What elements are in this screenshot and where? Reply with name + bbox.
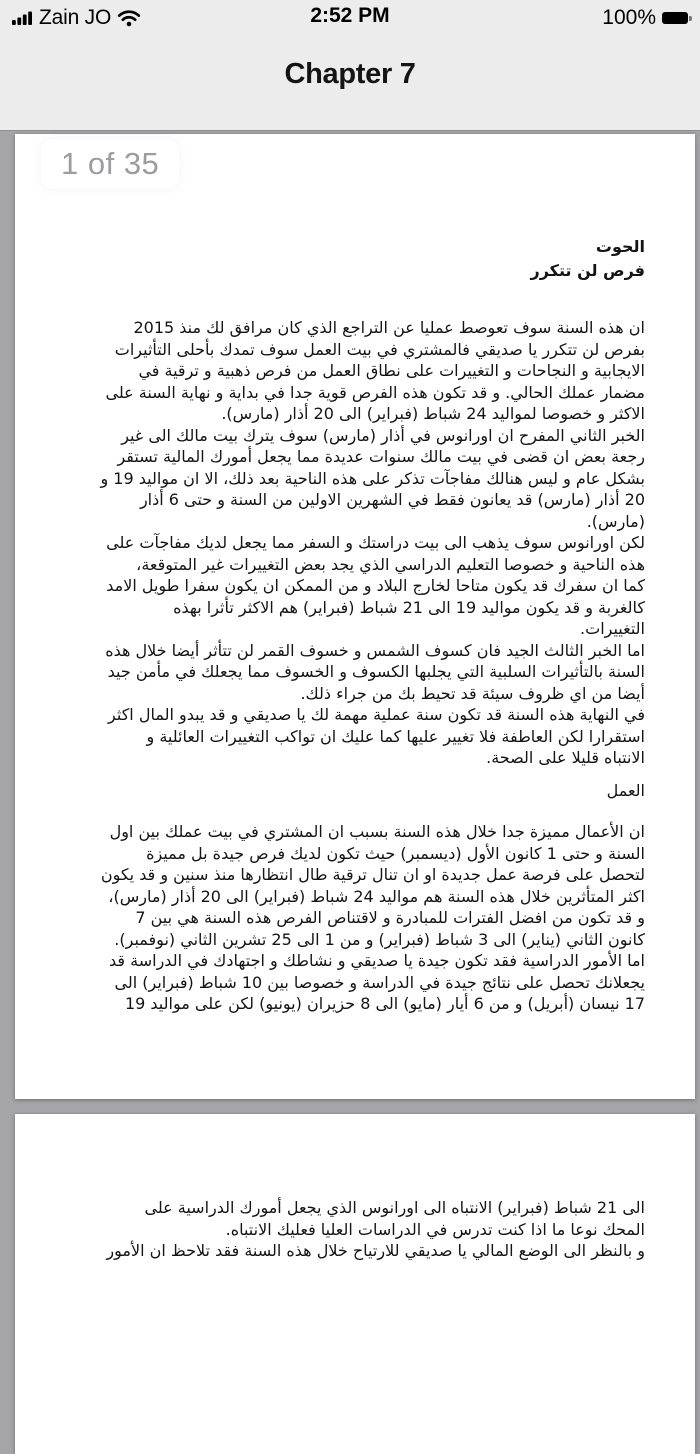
text-line: فرص لن تتكرر bbox=[530, 261, 645, 280]
text-line: أيضا من اي ظروف سيئة قد تحيط بك من جراء ذلك. bbox=[300, 683, 645, 703]
navigation-bar bbox=[0, 36, 700, 130]
page-2-text-column bbox=[59, 1197, 645, 1262]
text-line: و قد تكون من افضل الفترات للمبادرة و لاقتناص الفرص هذه السنة هي بين 7 bbox=[135, 908, 645, 927]
text-line: (مارس). bbox=[586, 511, 645, 531]
text-line: السنة بالتأثيرات السلبية التي يجلبها الكسوف و الخسوف مما يجعلك في مأمن جيد bbox=[107, 662, 645, 681]
paragraph-4 bbox=[59, 640, 645, 705]
text-line: الايجابية و النجاحات و التغييرات على نطاق العمل من فرص ذهبية و ترقية في bbox=[138, 361, 645, 380]
paragraph-7 bbox=[59, 1197, 645, 1262]
text-line: العمل bbox=[606, 780, 645, 800]
text-line: 17 نيسان (أبريل) و من 6 أيار (مايو) الى 8 حزيران (يونيو) لكن على مواليد 19 bbox=[124, 994, 645, 1013]
pdf-scroll-area[interactable] bbox=[0, 130, 700, 1260]
text-line: لكن اورانوس سوف يذهب الى بيت دراستك و السفر مما يجعل لديك مفاجآت على bbox=[106, 533, 645, 552]
text-line: المحك نوعا ما اذا كنت تدرس في الدراسات العليا فعليك الانتباه. bbox=[225, 1219, 645, 1239]
text-line: رجعة بعض ان قضى في بيت مالك سنوات عديدة مما يجعل أمورك المالية تستقر bbox=[117, 447, 645, 466]
section-heading-pisces bbox=[59, 235, 645, 283]
time-label: 2:52 PM bbox=[310, 4, 390, 27]
text-line: الانتباه قليلا على الصحة. bbox=[486, 748, 645, 767]
status-bar-right bbox=[602, 0, 692, 36]
text-line: كانون الثاني (يناير) الى 3 شباط (فبراير) و من 1 الى 25 تشرين الثاني (نوفمبر). bbox=[114, 929, 645, 949]
text-line: لتحصل على فرصة عمل جديدة او ان تنال ترقية طال انتظارها منذ سنين و قد يكون bbox=[100, 865, 645, 884]
page-1-text-column bbox=[59, 235, 645, 1015]
text-line: و بالنظر الى الوضع المالي يا صديقي للارتياح خلال هذه السنة فقد تلاحظ ان الأمور bbox=[106, 1241, 645, 1260]
text-line: في النهاية هذه السنة قد تكون سنة عملية مهمة لك يا صديقي و قد يبدو المال اكثر bbox=[108, 705, 645, 724]
battery-percent-label: 100% bbox=[602, 6, 656, 29]
page-indicator-badge: 1 of 35 bbox=[41, 139, 179, 189]
text-line: الخبر الثاني المفرح ان اورانوس في أذار (مارس) سوف يترك بيت مالك الى غير bbox=[121, 425, 645, 445]
text-line: 20 أذار (مارس) قد يعانون فقط في الشهرين الاولين من السنة و حتى 6 أذار bbox=[139, 490, 645, 509]
status-bar bbox=[0, 0, 700, 36]
paragraph-1 bbox=[59, 317, 645, 425]
text-line: اما الخبر الثالث الجيد فان كسوف الشمس و خسوف القمر لن تتأثر أيضا خلال هذه bbox=[105, 640, 645, 660]
text-line: كالغربة و قد يكون مواليد 19 الى 21 شباط (فبراير) هم الاكثر تأثرا بهذه bbox=[173, 597, 645, 617]
text-line: ان هذه السنة سوف تعوصط عمليا عن التراجع الذي كان مرافق لك منذ 2015 bbox=[133, 318, 645, 337]
battery-body bbox=[662, 12, 688, 24]
text-line: بفرص لن تتكرر يا صديقي فالمشتري في بيت العمل سوف تمدك بأحلى التأثيرات bbox=[114, 339, 645, 359]
text-line: اكثر المتأثرين خلال هذه السنة هم مواليد 24 شباط (فبراير) الى 20 أذار (مارس)، bbox=[108, 886, 645, 906]
paragraph-6 bbox=[59, 821, 645, 1015]
page-title: Chapter 7 bbox=[284, 58, 416, 90]
text-line: هذه الناحية و خصوصا التعليم الدراسي الذي يجد بعض التغييرات غير المتوقعة، bbox=[136, 554, 645, 574]
text-line: مضمار عملك الحالي. و قد تكون هذه الفرص قوية جدا في بداية و نهاية السنة على bbox=[105, 382, 645, 402]
paragraph-2 bbox=[59, 425, 645, 533]
text-line: السنة و حتى 1 كانون الأول (ديسمبر) حيث تكون لديك فرص جيدة بل مميزة bbox=[146, 843, 645, 863]
text-line: اما الأمور الدراسية فقد تكون جيدة يا صديقي و نشاطك و اجتهادك في الدراسة قد bbox=[109, 951, 645, 970]
text-line: بشكل عام و ليس هنالك مفاجآت تذكر على هذه الناحية بعد ذلك، الا ان مواليد 19 و bbox=[100, 468, 645, 488]
carrier-label: Zain JO bbox=[39, 6, 112, 29]
text-line: ان الأعمال مميزة جدا خلال هذه السنة بسبب ان المشتري في بيت عملك بين اول bbox=[109, 822, 645, 841]
text-line: الى 21 شباط (فبراير) الانتباه الى اورانوس الذي يجعل أمورك الدراسية على bbox=[144, 1198, 645, 1217]
text-line: التغييرات. bbox=[580, 619, 645, 638]
pdf-page-1[interactable] bbox=[15, 134, 695, 1099]
text-line: كما ان سفرك قد يكون متاحا لخارج البلاد و من الممكن ان يكون سفرا طويل الامد bbox=[106, 576, 645, 595]
text-line: يجعلانك تحصل على نتائج جيدة في الدراسة و خصوصا بين 10 شباط (فبراير) الى bbox=[114, 972, 645, 992]
paragraph-3 bbox=[59, 532, 645, 640]
section-heading-work bbox=[59, 780, 645, 802]
paragraph-5 bbox=[59, 704, 645, 769]
text-line: استقرارا لكن العاطفة فلا تغيير عليها كما عليك ان تواكب التغييرات العائلية و bbox=[146, 726, 645, 746]
pdf-page-2[interactable] bbox=[15, 1114, 695, 1454]
text-line: الاكثر و خصوصا لمواليد 24 شباط (فبراير) الى 20 أذار (مارس). bbox=[221, 404, 645, 423]
text-line: الحوت bbox=[595, 237, 645, 256]
battery-tip bbox=[689, 16, 692, 21]
battery-icon bbox=[662, 12, 692, 24]
